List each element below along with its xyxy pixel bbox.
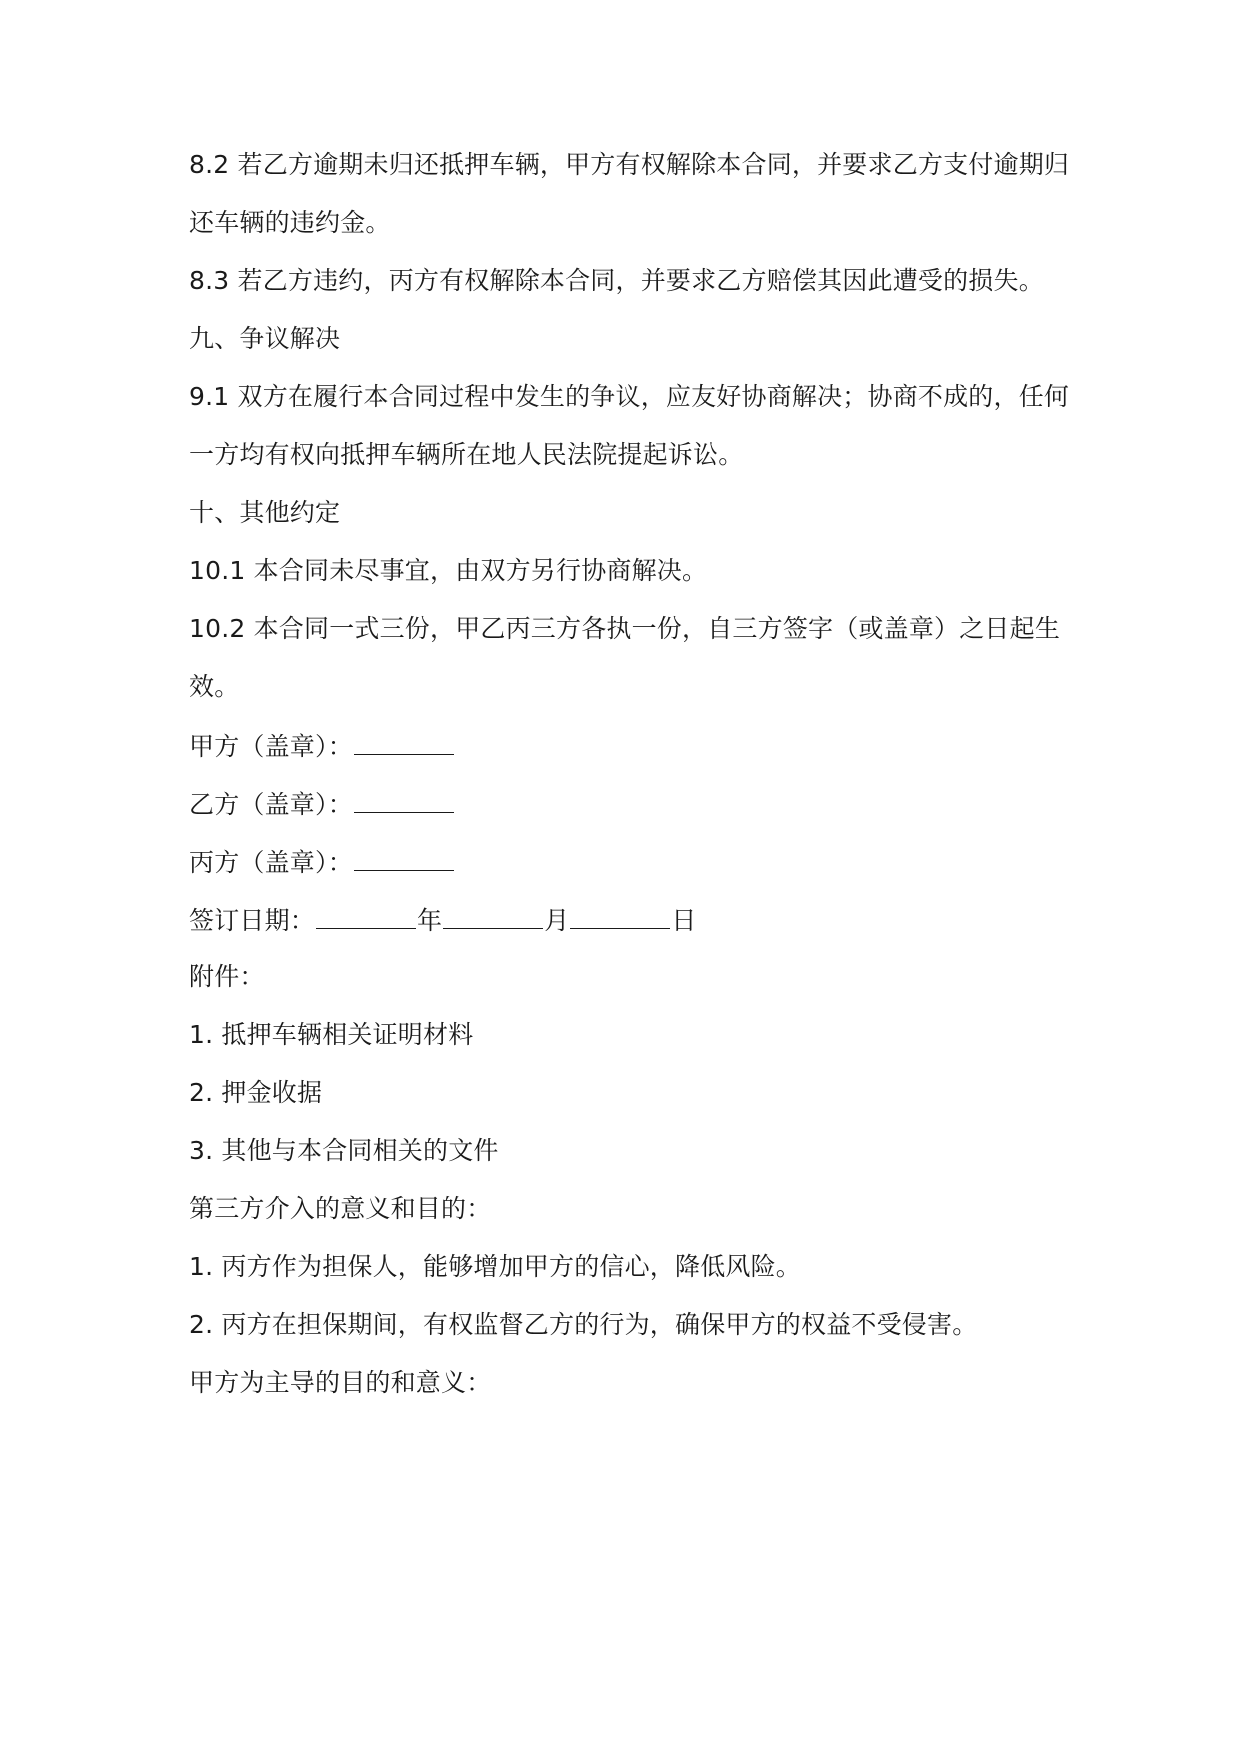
section-10-heading: 十、其他约定	[189, 498, 341, 527]
sign-date-day-label: 日	[671, 906, 697, 935]
clause-8-3: 8.3 若乙方违约，丙方有权解除本合同，并要求乙方赔偿其因此遭受的损失。	[189, 266, 1044, 295]
clause-8-2-line-1: 8.2 若乙方逾期未归还抵押车辆，甲方有权解除本合同，并要求乙方支付逾期归	[189, 150, 1070, 179]
signature-blank-party-b[interactable]	[354, 786, 454, 813]
signature-blank-party-a[interactable]	[354, 728, 454, 755]
sign-date-month-blank[interactable]	[443, 902, 543, 929]
signature-line-party-b	[189, 786, 1069, 822]
clause-9-1-line-2: 一方均有权向抵押车辆所在地人民法院提起诉讼。	[189, 440, 744, 469]
clause-10-1: 10.1 本合同未尽事宜，由双方另行协商解决。	[189, 556, 708, 585]
third-party-point: 2. 丙方在担保期间，有权监督乙方的行为，确保甲方的权益不受侵害。	[189, 1310, 978, 1339]
clause-9-1-line-1: 9.1 双方在履行本合同过程中发生的争议，应友好协商解决；协商不成的，任何	[189, 382, 1070, 411]
attachment-item: 3. 其他与本合同相关的文件	[189, 1136, 499, 1165]
clause-8-2-line-2: 还车辆的违约金。	[189, 208, 391, 237]
clause-10-2-line-2: 效。	[189, 672, 240, 701]
section-9-heading: 九、争议解决	[189, 324, 341, 353]
sign-date-line	[189, 902, 1069, 938]
attachment-item: 2. 押金收据	[189, 1078, 323, 1107]
sign-date-day-blank[interactable]	[570, 902, 670, 929]
third-party-heading: 第三方介入的意义和目的：	[189, 1194, 492, 1223]
attachments-heading: 附件：	[189, 962, 265, 991]
attachment-item: 1. 抵押车辆相关证明材料	[189, 1020, 474, 1049]
signature-line-party-a	[189, 728, 1069, 764]
sign-date-label: 签订日期：	[189, 906, 316, 935]
party-a-heading: 甲方为主导的目的和意义：	[189, 1368, 492, 1397]
sign-date-month-label: 月	[544, 906, 570, 935]
third-party-point: 1. 丙方作为担保人，能够增加甲方的信心，降低风险。	[189, 1252, 802, 1281]
signature-line-party-c	[189, 844, 1069, 880]
signature-blank-party-c[interactable]	[354, 844, 454, 871]
sign-date-year-blank[interactable]	[316, 902, 416, 929]
clause-10-2-line-1: 10.2 本合同一式三份，甲乙丙三方各执一份，自三方签字（或盖章）之日起生	[189, 614, 1061, 643]
sign-date-year-label: 年	[417, 906, 443, 935]
signature-label-party-c: 丙方（盖章）：	[189, 848, 353, 877]
signature-label-party-b: 乙方（盖章）：	[189, 790, 353, 819]
signature-label-party-a: 甲方（盖章）：	[189, 732, 353, 761]
